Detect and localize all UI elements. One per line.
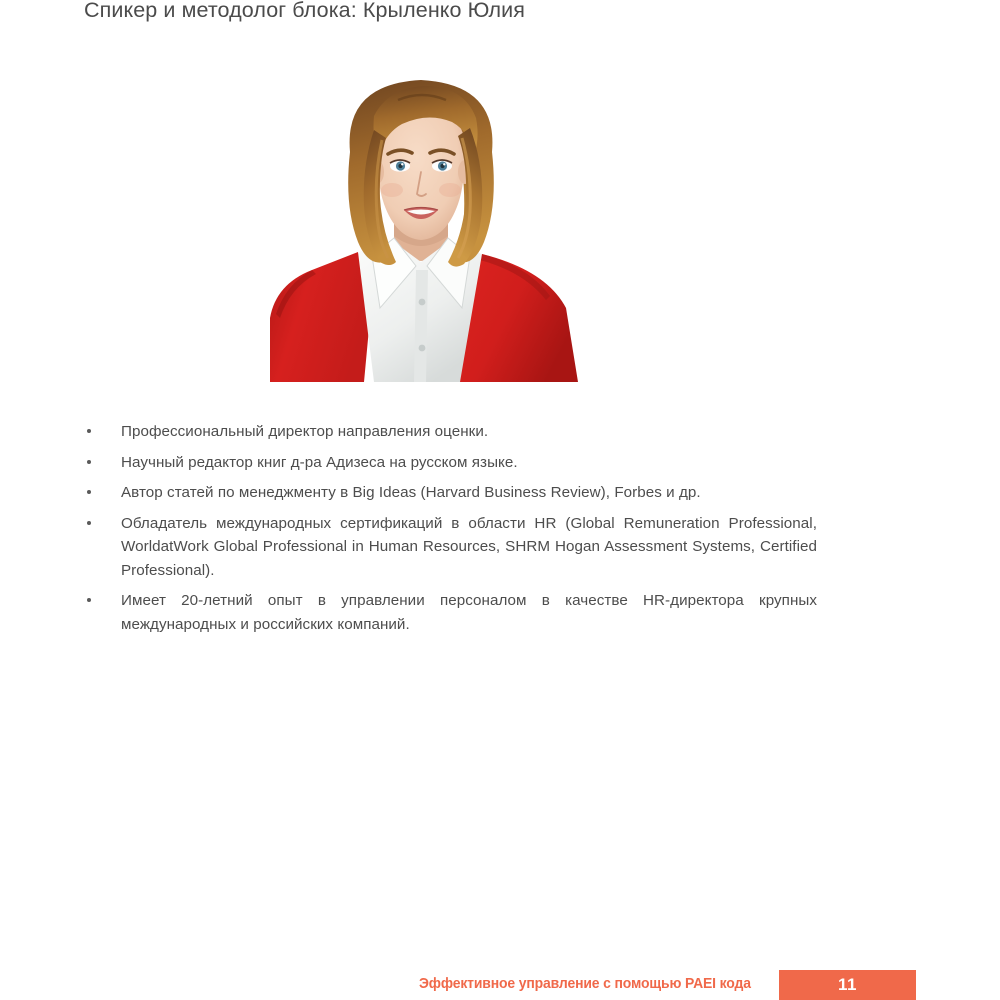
page-title: Спикер и методолог блока: Крыленко Юлия [84, 0, 526, 22]
page-number-text: 11 [838, 974, 857, 994]
list-item [84, 589, 817, 636]
list-item [84, 451, 817, 475]
bullet-icon [87, 460, 91, 464]
list-item-text: Профессиональный директор направления оценки. [121, 423, 489, 440]
list-item-text: Автор статей по менеджменту в Big Ideas (Harvard Business Review), Forbes и др. [121, 484, 701, 501]
bullet-icon [87, 490, 91, 494]
list-item [84, 481, 817, 505]
footer-caption: Эффективное управление с помощью PAEI кода [419, 975, 751, 992]
bullet-icon [87, 598, 91, 602]
page-number-badge [779, 970, 916, 1000]
bullet-icon [87, 521, 91, 525]
bullet-icon [87, 429, 91, 433]
list-item [84, 512, 817, 583]
list-item-text: Научный редактор книг д-ра Адизеса на русском языке. [121, 453, 518, 471]
speaker-credentials-list [84, 420, 817, 636]
speaker-portrait-photo [246, 56, 596, 382]
list-item [84, 420, 817, 444]
slide-footer [0, 964, 1000, 1000]
list-item-text: Обладатель международных сертификаций в области HR (Global Remuneration Professional, WorldatWork Global Professional in Human Resources, SHRM Hogan Assessment Systems, Certified Professional). [121, 514, 817, 579]
page-number-container [0, 970, 1000, 1000]
list-item-text: Имеет 20-летний опыт в управлении персоналом в качестве HR-директора крупных международных и российских компаний. [121, 592, 817, 633]
portrait-illustration [246, 56, 596, 382]
